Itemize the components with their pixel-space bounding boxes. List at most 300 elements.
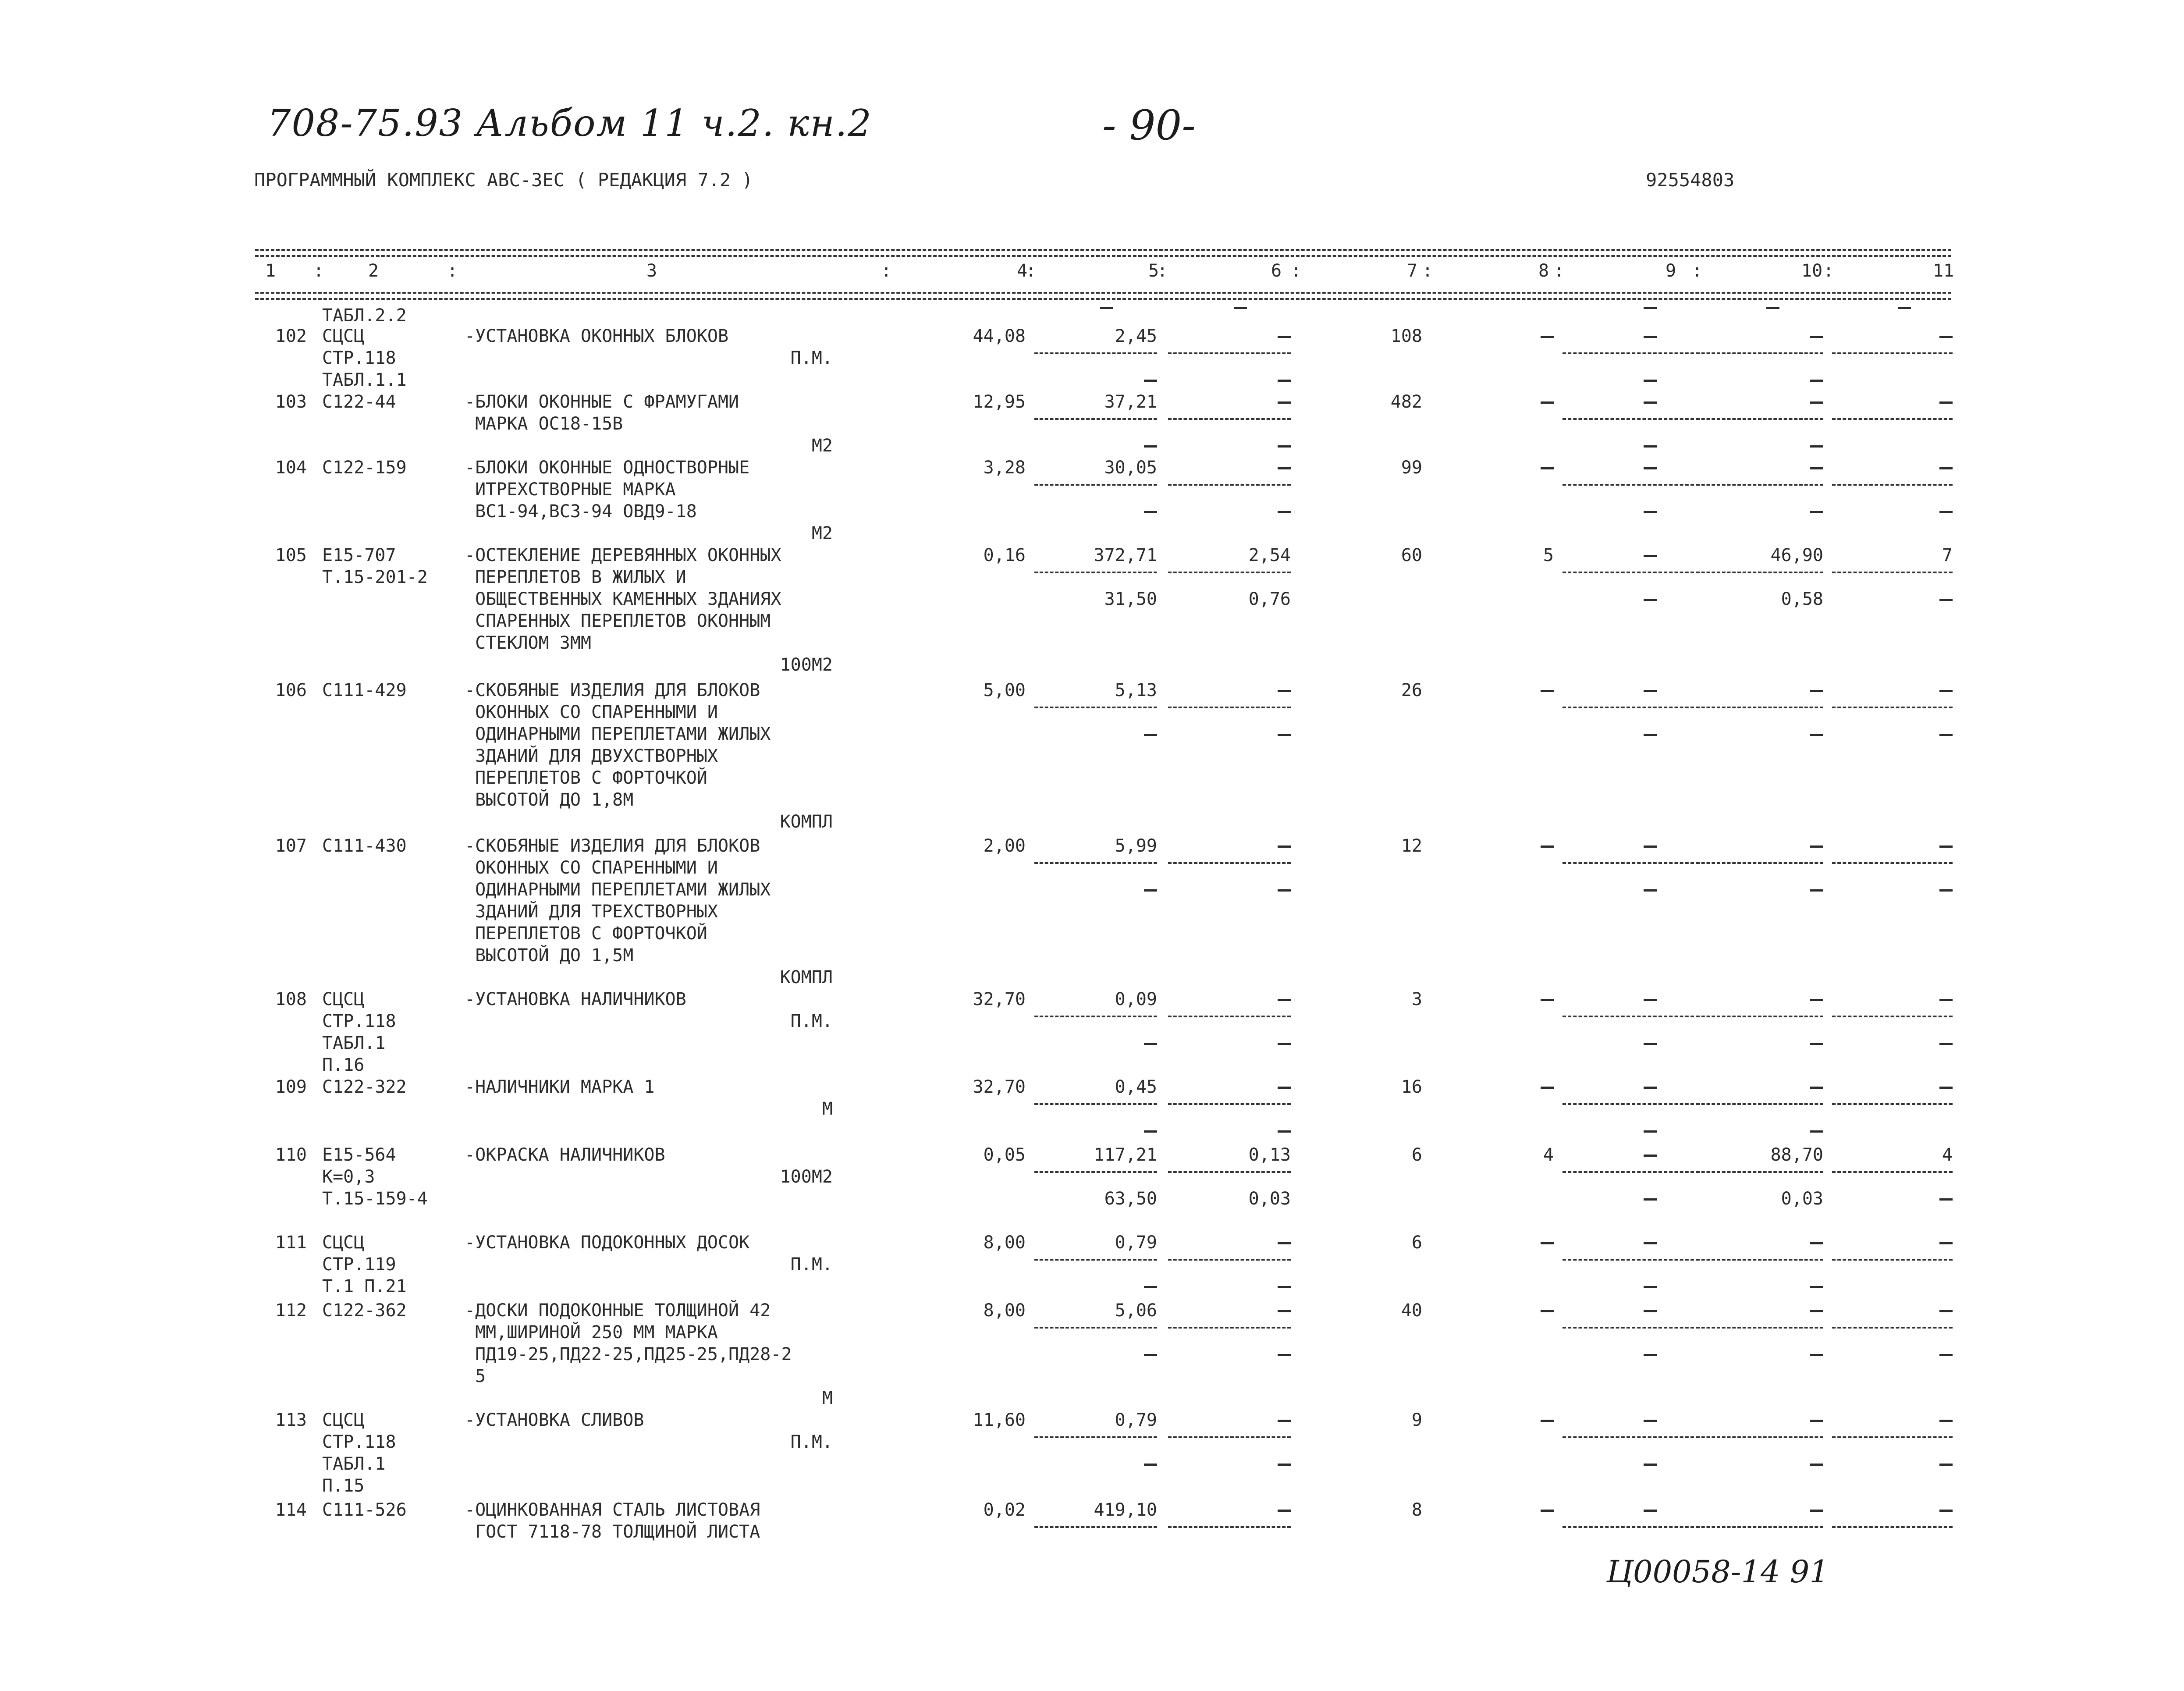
sub-rule xyxy=(1696,1526,1823,1528)
col11-value-dash xyxy=(1939,401,1953,404)
sub-rule xyxy=(1832,484,1953,486)
col11-sub-value-dash xyxy=(1939,734,1953,736)
row-description: ЗДАНИЙ ДЛЯ ДВУХСТВОРНЫХ xyxy=(465,746,718,766)
col9-dash xyxy=(1644,401,1657,404)
col8-value-dash xyxy=(1541,336,1554,338)
col7-value: 6 xyxy=(1411,1145,1422,1165)
col9-sub-dash xyxy=(1644,1198,1657,1201)
col10-value-dash xyxy=(1810,1420,1823,1422)
col4-value: 3,28 xyxy=(983,458,1026,478)
col11-value-dash xyxy=(1939,336,1953,338)
column-separator: : xyxy=(447,261,458,281)
col4-value: 5,00 xyxy=(983,680,1026,700)
sub-rule xyxy=(1832,352,1953,354)
col9-sub-dash xyxy=(1644,1464,1657,1466)
row-description: ПЕРЕПЛЕТОВ С ФОРТОЧКОЙ xyxy=(465,924,707,944)
document-number: 92554803 xyxy=(1646,169,1735,191)
col8-value-dash xyxy=(1541,999,1554,1001)
col7-value: 40 xyxy=(1401,1300,1422,1321)
sub-rule xyxy=(1563,1103,1694,1105)
row-description: -БЛОКИ ОКОННЫЕ С ФРАМУГАМИ xyxy=(465,392,739,412)
column-separator: : xyxy=(881,261,892,281)
row-code: К=0,3 xyxy=(322,1167,375,1187)
row-description: СПАРЕННЫХ ПЕРЕПЛЕТОВ ОКОННЫМ xyxy=(465,611,771,631)
row-code: С122-44 xyxy=(322,392,396,412)
col6-value: 2,54 xyxy=(1248,545,1291,565)
sub-rule xyxy=(1034,1259,1157,1261)
col4-value: 32,70 xyxy=(973,989,1026,1009)
row-description: -СКОБЯНЫЕ ИЗДЕЛИЯ ДЛЯ БЛОКОВ xyxy=(465,680,760,700)
sub-rule xyxy=(1563,352,1694,354)
row-code: С111-429 xyxy=(322,680,407,700)
sub-rule xyxy=(1696,484,1823,486)
row-description: -УСТАНОВКА СЛИВОВ xyxy=(465,1410,644,1430)
row-number: 114 xyxy=(275,1500,307,1520)
row-unit: 100М2 xyxy=(780,1167,833,1187)
sub-rule xyxy=(1563,1327,1694,1329)
pre-dash xyxy=(1766,307,1779,309)
row-number: 107 xyxy=(275,836,307,856)
col6-sub-value-dash xyxy=(1278,1286,1291,1288)
sub-rule xyxy=(1168,1103,1291,1105)
sub-rule xyxy=(1168,1327,1291,1329)
row-code: П.16 xyxy=(322,1055,365,1075)
col8-value: 5 xyxy=(1543,545,1554,565)
row-description: ОКОННЫХ СО СПАРЕННЫМИ И xyxy=(465,858,718,878)
col11-sub-value-dash xyxy=(1939,1354,1953,1356)
sub-rule xyxy=(1832,572,1953,573)
sub-rule xyxy=(1696,352,1823,354)
col5-sub-value-dash xyxy=(1144,511,1157,513)
col8-value-dash xyxy=(1541,467,1554,469)
sub-rule xyxy=(1034,1171,1157,1173)
column-separator: : xyxy=(1422,261,1433,281)
col5-value: 5,06 xyxy=(1115,1300,1157,1321)
col8-value-dash xyxy=(1541,690,1554,692)
col8-value-dash xyxy=(1541,1420,1554,1422)
handwritten-document-code: 708-75.93 Альбом 11 ч.2. кн.2 xyxy=(267,102,872,145)
row-description: ГОСТ 7118-78 ТОЛЩИНОЙ ЛИСТА xyxy=(465,1522,760,1542)
sub-rule xyxy=(1563,1171,1694,1173)
row-description: -УСТАНОВКА ПОДОКОННЫХ ДОСОК xyxy=(465,1233,750,1253)
sub-rule xyxy=(1696,1259,1823,1261)
col5-value: 5,13 xyxy=(1115,680,1157,700)
row-description: ММ,ШИРИНОЙ 250 ММ МАРКА xyxy=(465,1322,718,1343)
col8-value-dash xyxy=(1541,846,1554,848)
column-separator: : xyxy=(1026,261,1037,281)
table-top-rule-2 xyxy=(255,255,1951,257)
col10-value-dash xyxy=(1810,690,1823,692)
sub-rule xyxy=(1168,1171,1291,1173)
sub-rule xyxy=(1563,1016,1694,1017)
col10-value: 46,90 xyxy=(1770,545,1823,565)
row-description: ПД19-25,ПД22-25,ПД25-25,ПД28-2 xyxy=(465,1344,792,1364)
col5-sub-value-dash xyxy=(1144,1130,1157,1133)
col6-sub-value: 0,03 xyxy=(1248,1189,1291,1209)
col11-value-dash xyxy=(1939,1242,1953,1244)
row-code: СТР.118 xyxy=(322,1011,396,1031)
col10-sub-value: 0,03 xyxy=(1781,1189,1823,1209)
row-code: СЦСЦ xyxy=(322,1233,365,1253)
row-unit: 100М2 xyxy=(780,655,833,675)
row-number: 109 xyxy=(275,1077,307,1097)
col6-sub-value-dash xyxy=(1278,511,1291,513)
column-header-11: 11 xyxy=(1933,261,1954,281)
column-separator: : xyxy=(1692,261,1703,281)
column-header-3: 3 xyxy=(646,261,657,281)
col5-sub-value-dash xyxy=(1144,1354,1157,1356)
table-head-rule xyxy=(255,292,1951,294)
row-number: 102 xyxy=(275,326,307,346)
col8-value-dash xyxy=(1541,401,1554,404)
row-code: П.15 xyxy=(322,1476,365,1496)
sub-rule xyxy=(1168,1436,1291,1438)
col4-value: 0,05 xyxy=(983,1145,1026,1165)
col5-sub-value: 63,50 xyxy=(1104,1189,1157,1209)
row-code: Т.1 П.21 xyxy=(322,1276,407,1297)
col11-value-dash xyxy=(1939,690,1953,692)
col11-sub-value-dash xyxy=(1939,889,1953,892)
col5-value: 0,79 xyxy=(1115,1233,1157,1253)
row-unit: М xyxy=(822,1388,833,1408)
col7-value: 8 xyxy=(1411,1500,1422,1520)
col6-value: 0,13 xyxy=(1248,1145,1291,1165)
sub-rule xyxy=(1168,1259,1291,1261)
col5-value: 372,71 xyxy=(1094,545,1157,565)
row-description: ПЕРЕПЛЕТОВ В ЖИЛЫХ И xyxy=(465,567,686,587)
row-unit: П.М. xyxy=(790,1011,833,1031)
sub-rule xyxy=(1563,418,1694,420)
column-separator: : xyxy=(313,261,324,281)
row-code: СЦСЦ xyxy=(322,1410,365,1430)
col10-sub-value-dash xyxy=(1810,1043,1823,1045)
col5-sub-value-dash xyxy=(1144,1464,1157,1466)
column-separator: : xyxy=(1823,261,1834,281)
col9-dash xyxy=(1644,846,1657,848)
column-separator: : xyxy=(1157,261,1168,281)
sub-rule xyxy=(1168,1016,1291,1017)
col7-value: 12 xyxy=(1401,836,1422,856)
col9-dash xyxy=(1644,467,1657,469)
col9-sub-dash xyxy=(1644,511,1657,513)
column-header-10: 10 xyxy=(1801,261,1823,281)
sub-rule xyxy=(1168,352,1291,354)
col7-value: 16 xyxy=(1401,1077,1422,1097)
col10-value-dash xyxy=(1810,1310,1823,1312)
sub-rule xyxy=(1696,1171,1823,1173)
col5-sub-value-dash xyxy=(1144,1043,1157,1045)
row-code: СЦСЦ xyxy=(322,326,365,346)
row-unit: П.М. xyxy=(790,1254,833,1275)
sub-rule xyxy=(1034,707,1157,708)
row-description: ОДИНАРНЫМИ ПЕРЕПЛЕТАМИ ЖИЛЫХ xyxy=(465,880,771,900)
col10-value-dash xyxy=(1810,846,1823,848)
col7-value: 99 xyxy=(1401,458,1422,478)
sub-rule xyxy=(1696,1327,1823,1329)
row-description: -НАЛИЧНИКИ МАРКА 1 xyxy=(465,1077,655,1097)
sub-rule xyxy=(1832,1436,1953,1438)
sub-rule xyxy=(1034,1016,1157,1017)
col9-sub-dash xyxy=(1644,1286,1657,1288)
row-description: ЗДАНИЙ ДЛЯ ТРЕХСТВОРНЫХ xyxy=(465,902,718,922)
col5-value: 0,45 xyxy=(1115,1077,1157,1097)
column-header-2: 2 xyxy=(368,261,379,281)
row-description: ОКОННЫХ СО СПАРЕННЫМИ И xyxy=(465,702,718,722)
sub-rule xyxy=(1563,1436,1694,1438)
col11-sub-value-dash xyxy=(1939,1043,1953,1045)
sub-rule xyxy=(1696,1436,1823,1438)
row-code: Е15-564 xyxy=(322,1145,396,1165)
sub-rule xyxy=(1034,1103,1157,1105)
program-header: ПРОГРАММНЫЙ КОМПЛЕКС АВС-3ЕС ( РЕДАКЦИЯ 7.2 ) xyxy=(254,169,753,191)
col4-value: 0,02 xyxy=(983,1500,1026,1520)
sub-rule xyxy=(1832,707,1953,708)
col10-sub-value: 0,58 xyxy=(1781,589,1823,609)
col11-value-dash xyxy=(1939,846,1953,848)
col11-value: 4 xyxy=(1942,1145,1953,1165)
sub-rule xyxy=(1168,862,1291,864)
sub-rule xyxy=(1168,418,1291,420)
col5-value: 2,45 xyxy=(1115,326,1157,346)
row-unit: М xyxy=(822,1099,833,1119)
table-top-rule xyxy=(255,249,1951,251)
sub-rule xyxy=(1034,1436,1157,1438)
col9-dash xyxy=(1644,690,1657,692)
row-unit: М2 xyxy=(811,436,833,456)
row-code: СТР.119 xyxy=(322,1254,396,1275)
col9-dash xyxy=(1644,1155,1657,1157)
col5-value: 0,09 xyxy=(1115,989,1157,1009)
col11-value-dash xyxy=(1939,467,1953,469)
row-description: МАРКА ОС18-15В xyxy=(465,414,623,434)
handwritten-footer-code: Ц00058-14 91 xyxy=(1606,1554,1829,1590)
col10-sub-value-dash xyxy=(1810,511,1823,513)
col9-sub-dash xyxy=(1644,599,1657,601)
col10-sub-value-dash xyxy=(1810,1130,1823,1133)
sub-rule xyxy=(1034,1526,1157,1528)
col9-dash xyxy=(1644,1510,1657,1512)
row-code: С122-362 xyxy=(322,1300,407,1321)
col5-sub-value-dash xyxy=(1144,734,1157,736)
col9-dash xyxy=(1644,555,1657,557)
row-code: Т.15-201-2 xyxy=(322,567,428,587)
col9-dash xyxy=(1644,336,1657,338)
row-code: Е15-707 xyxy=(322,545,396,565)
pre-dash xyxy=(1100,307,1113,309)
row-code: СТР.118 xyxy=(322,348,396,368)
sub-rule xyxy=(1563,484,1694,486)
col6-sub-value-dash xyxy=(1278,889,1291,892)
row-code: С111-526 xyxy=(322,1500,407,1520)
col11-value-dash xyxy=(1939,1087,1953,1089)
handwritten-page-number: - 90- xyxy=(1102,102,1196,149)
sub-rule xyxy=(1696,1103,1823,1105)
col10-sub-value-dash xyxy=(1810,889,1823,892)
row-number: 112 xyxy=(275,1300,307,1321)
column-header-9: 9 xyxy=(1666,261,1676,281)
sub-rule xyxy=(1563,707,1694,708)
col11-sub-value-dash xyxy=(1939,1198,1953,1201)
col9-sub-dash xyxy=(1644,1043,1657,1045)
col9-dash xyxy=(1644,999,1657,1001)
row-code: С111-430 xyxy=(322,836,407,856)
col10-sub-value-dash xyxy=(1810,380,1823,382)
row-description: ОБЩЕСТВЕННЫХ КАМЕННЫХ ЗДАНИЯХ xyxy=(465,589,781,609)
col5-sub-value-dash xyxy=(1144,1286,1157,1288)
col10-sub-value-dash xyxy=(1810,445,1823,448)
col7-value: 6 xyxy=(1411,1233,1422,1253)
row-unit: П.М. xyxy=(790,1432,833,1452)
col5-sub-value: 31,50 xyxy=(1104,589,1157,609)
col10-value-dash xyxy=(1810,336,1823,338)
row-unit: М2 xyxy=(811,523,833,544)
pre-dash xyxy=(1644,307,1657,309)
col10-value: 88,70 xyxy=(1770,1145,1823,1165)
row-code: ТАБЛ.2.2 xyxy=(322,306,407,326)
col10-value-dash xyxy=(1810,1242,1823,1244)
sub-rule xyxy=(1034,1327,1157,1329)
row-description: -ОЦИНКОВАННАЯ СТАЛЬ ЛИСТОВАЯ xyxy=(465,1500,760,1520)
col6-sub-value-dash xyxy=(1278,1354,1291,1356)
col9-sub-dash xyxy=(1644,734,1657,736)
sub-rule xyxy=(1563,862,1694,864)
col6-sub-value-dash xyxy=(1278,734,1291,736)
sub-rule xyxy=(1832,1259,1953,1261)
row-code: СЦСЦ xyxy=(322,989,365,1009)
row-unit: П.М. xyxy=(790,348,833,368)
column-header-4: 4 xyxy=(1017,261,1028,281)
col10-sub-value-dash xyxy=(1810,1464,1823,1466)
row-description: СТЕКЛОМ 3ММ xyxy=(465,633,591,653)
col11-sub-value-dash xyxy=(1939,1464,1953,1466)
col10-sub-value-dash xyxy=(1810,1354,1823,1356)
row-unit: КОМПЛ xyxy=(780,812,833,832)
col5-value: 0,79 xyxy=(1115,1410,1157,1430)
col10-sub-value-dash xyxy=(1810,1286,1823,1288)
sub-rule xyxy=(1168,484,1291,486)
col7-value: 108 xyxy=(1390,326,1422,346)
row-description: -ОСТЕКЛЕНИЕ ДЕРЕВЯННЫХ ОКОННЫХ xyxy=(465,545,781,565)
col5-value: 30,05 xyxy=(1104,458,1157,478)
row-description: -ДОСКИ ПОДОКОННЫЕ ТОЛЩИНОЙ 42 xyxy=(465,1300,771,1321)
col4-value: 8,00 xyxy=(983,1300,1026,1321)
sub-rule xyxy=(1696,418,1823,420)
col4-value: 12,95 xyxy=(973,392,1026,412)
col9-dash xyxy=(1644,1310,1657,1312)
row-description: -ОКРАСКА НАЛИЧНИКОВ xyxy=(465,1145,665,1165)
col4-value: 2,00 xyxy=(983,836,1026,856)
row-description: ПЕРЕПЛЕТОВ С ФОРТОЧКОЙ xyxy=(465,768,707,788)
col6-sub-value: 0,76 xyxy=(1248,589,1291,609)
row-number: 110 xyxy=(275,1145,307,1165)
col10-value-dash xyxy=(1810,999,1823,1001)
sub-rule xyxy=(1034,484,1157,486)
column-header-6: 6 xyxy=(1271,261,1282,281)
col9-dash xyxy=(1644,1420,1657,1422)
col4-value: 44,08 xyxy=(973,326,1026,346)
row-description: 5 xyxy=(465,1366,486,1386)
col8-value-dash xyxy=(1541,1087,1554,1089)
col8-value: 4 xyxy=(1543,1145,1554,1165)
sub-rule xyxy=(1832,1327,1953,1329)
column-separator: : xyxy=(1291,261,1302,281)
row-description: -БЛОКИ ОКОННЫЕ ОДНОСТВОРНЫЕ xyxy=(465,458,750,478)
column-header-7: 7 xyxy=(1407,261,1418,281)
column-header-8: 8 xyxy=(1538,261,1549,281)
col8-value-dash xyxy=(1541,1510,1554,1512)
col11-value-dash xyxy=(1939,1510,1953,1512)
col7-value: 60 xyxy=(1401,545,1422,565)
col5-value: 5,99 xyxy=(1115,836,1157,856)
col11-value-dash xyxy=(1939,999,1953,1001)
row-description: ВЫСОТОЙ ДО 1,5М xyxy=(465,945,634,966)
col6-sub-value-dash xyxy=(1278,1130,1291,1133)
row-code: ТАБЛ.1.1 xyxy=(322,370,407,390)
col9-sub-dash xyxy=(1644,445,1657,448)
col4-value: 11,60 xyxy=(973,1410,1026,1430)
sub-rule xyxy=(1696,862,1823,864)
row-code: СТР.118 xyxy=(322,1432,396,1452)
sub-rule xyxy=(1832,1103,1953,1105)
sub-rule xyxy=(1696,572,1823,573)
col10-value-dash xyxy=(1810,1087,1823,1089)
col6-sub-value-dash xyxy=(1278,1043,1291,1045)
table-head-rule-2 xyxy=(255,298,1951,300)
col11-sub-value-dash xyxy=(1939,599,1953,601)
row-number: 108 xyxy=(275,989,307,1009)
pre-dash xyxy=(1234,307,1247,309)
col9-sub-dash xyxy=(1644,1354,1657,1356)
sub-rule xyxy=(1034,862,1157,864)
sub-rule xyxy=(1168,707,1291,708)
col11-sub-value-dash xyxy=(1939,511,1953,513)
row-number: 105 xyxy=(275,545,307,565)
col5-value: 419,10 xyxy=(1094,1500,1157,1520)
sub-rule xyxy=(1832,418,1953,420)
col8-value-dash xyxy=(1541,1242,1554,1244)
row-description: ОДИНАРНЫМИ ПЕРЕПЛЕТАМИ ЖИЛЫХ xyxy=(465,724,771,744)
sub-rule xyxy=(1832,862,1953,864)
col5-value: 37,21 xyxy=(1104,392,1157,412)
col6-sub-value-dash xyxy=(1278,445,1291,448)
col10-value-dash xyxy=(1810,401,1823,404)
col10-sub-value-dash xyxy=(1810,734,1823,736)
row-code: С122-159 xyxy=(322,458,407,478)
sub-rule xyxy=(1832,1171,1953,1173)
col8-value-dash xyxy=(1541,1310,1554,1312)
col9-sub-dash xyxy=(1644,889,1657,892)
row-number: 113 xyxy=(275,1410,307,1430)
col9-sub-dash xyxy=(1644,1130,1657,1133)
sub-rule xyxy=(1696,1016,1823,1017)
row-description: -СКОБЯНЫЕ ИЗДЕЛИЯ ДЛЯ БЛОКОВ xyxy=(465,836,760,856)
col5-sub-value-dash xyxy=(1144,380,1157,382)
col4-value: 8,00 xyxy=(983,1233,1026,1253)
sub-rule xyxy=(1034,418,1157,420)
col4-value: 0,16 xyxy=(983,545,1026,565)
row-description: ВЫСОТОЙ ДО 1,8М xyxy=(465,790,634,810)
column-header-1: 1 xyxy=(265,261,276,281)
sub-rule xyxy=(1034,352,1157,354)
col11-value: 7 xyxy=(1942,545,1953,565)
column-separator: : xyxy=(1554,261,1565,281)
col7-value: 482 xyxy=(1390,392,1422,412)
row-number: 104 xyxy=(275,458,307,478)
pre-dash xyxy=(1898,307,1911,309)
col5-value: 117,21 xyxy=(1094,1145,1157,1165)
row-code: С122-322 xyxy=(322,1077,407,1097)
row-unit: КОМПЛ xyxy=(780,967,833,988)
